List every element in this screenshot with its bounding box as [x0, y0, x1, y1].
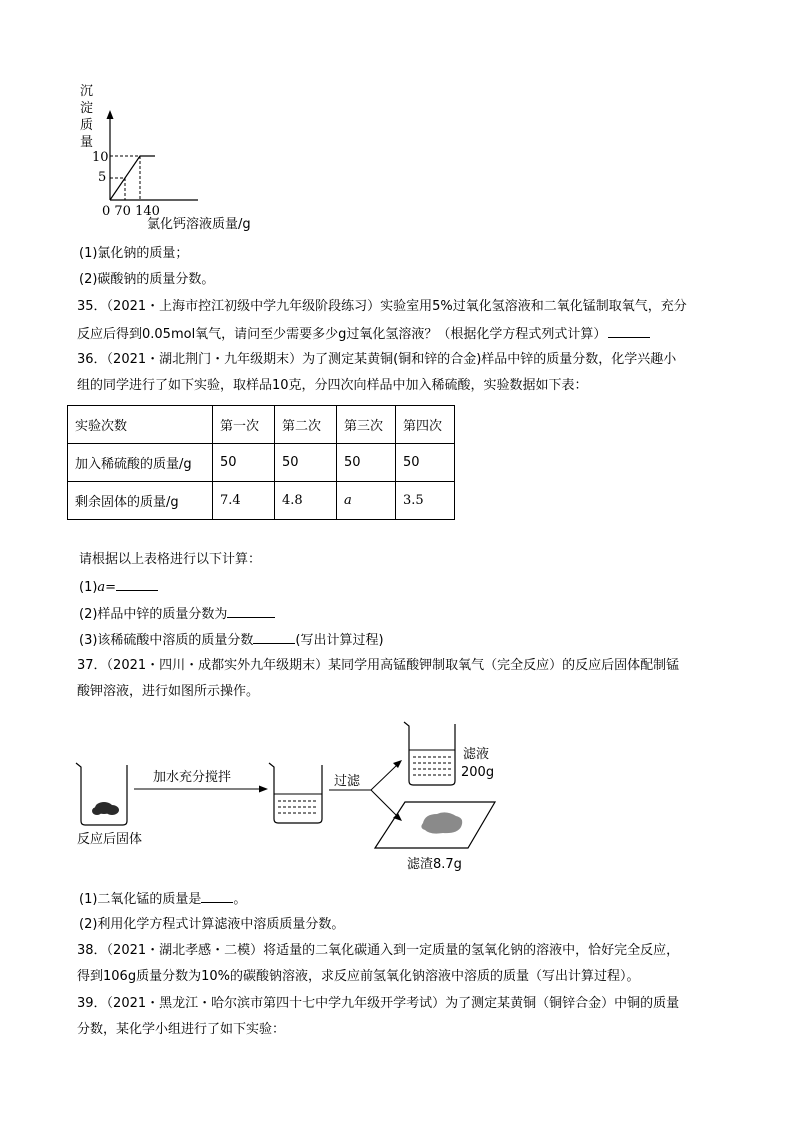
table-header-cell: 第一次: [213, 406, 275, 444]
q37-sub1-prefix: (1)二氧化锰的质量是: [79, 892, 202, 907]
table-header-cell: 第四次: [396, 406, 455, 444]
graph-ylabel-char: 量: [80, 135, 94, 150]
q39-line1: 39．（2021・黑龙江・哈尔滨市第四十七中学九年级开学考试）为了测定某黄铜（铜锌合金）中铜的质量: [77, 996, 680, 1011]
graph-ylabel-char: 沉: [80, 84, 94, 99]
q36-sub1-var: a=: [97, 580, 117, 595]
beaker-with-solid: [76, 763, 127, 825]
q36-sub3-suffix: (写出计算过程): [295, 633, 384, 648]
q36-sub1: [79, 577, 158, 596]
filtrate-mass: 200g: [461, 765, 495, 780]
q36-sub1-prefix: (1): [79, 580, 98, 595]
q36-sub1-blank[interactable]: [116, 577, 158, 591]
q38-line1: 38．（2021・湖北孝感・二模）将适量的二氧化碳通入到一定质量的氢氧化钠的溶液中，恰好完全反应，: [77, 943, 680, 958]
step2-label: 过滤: [334, 774, 361, 789]
table-header-cell: 第二次: [275, 406, 337, 444]
arrow-filter-up-head: [393, 760, 402, 768]
graph-y-tick-label: 10: [92, 150, 109, 165]
arrow-filter-up: [371, 765, 397, 790]
table-cell: 加入稀硫酸的质量/g: [68, 444, 213, 482]
arrow-stir-head: [259, 786, 268, 793]
table-cell: a: [337, 482, 396, 520]
q36-line1: 36．（2021・湖北荆门・九年级期末）为了测定某黄铜(铜和锌的合金)样品中锌的质量分数，化学兴趣小: [77, 352, 677, 367]
table-cell: 50: [337, 444, 396, 482]
filtrate-label: 滤液: [463, 747, 490, 762]
q36-line2: 组的同学进行了如下实验，取样品10克，分四次向样品中加入稀硫酸，实验数据如下表：: [77, 378, 588, 393]
precipitate-graph: [0, 0, 794, 240]
graph-ylabel-char: 质: [80, 118, 94, 133]
q36-sub3-prefix: (3)该稀硫酸中溶质的质量分数: [79, 633, 254, 648]
table-row: [68, 482, 455, 520]
filtration-diagram: [0, 710, 794, 880]
q34-sub2: (2)碳酸钠的质量分数。: [79, 272, 215, 287]
q37-sub1-blank[interactable]: [201, 889, 233, 903]
residue-label: 滤渣8.7g: [407, 857, 462, 872]
q35-answer-blank[interactable]: [608, 324, 650, 338]
q36-sub2-text: (2)样品中锌的质量分数为: [79, 607, 228, 622]
graph-y-arrow: [107, 110, 114, 119]
q36-sub2-blank[interactable]: [227, 604, 275, 618]
table-cell: 50: [275, 444, 337, 482]
graph-x-tick-labels: 0 70 140: [102, 204, 160, 219]
table-row: [68, 444, 455, 482]
q36-intro: 请根据以上表格进行以下计算：: [79, 552, 262, 567]
q37-sub1: [79, 889, 246, 908]
q34-sub1: (1)氯化钠的质量；: [79, 246, 189, 261]
q36-sub3: [79, 630, 384, 649]
beaker-with-solution: [269, 763, 322, 823]
q35-line2-text: 反应后得到0.05mol氧气，请问至少需要多少g过氧化氢溶液？（根据化学方程式列式计算）: [77, 327, 607, 342]
q38-line2: 得到106g质量分数为10%的碳酸钠溶液，求反应前氢氧化钠溶液中溶质的质量（写出计算过程）。: [77, 969, 640, 984]
q39-line2: 分数，某化学小组进行了如下实验：: [77, 1022, 286, 1037]
table-header-cell: 实验次数: [68, 406, 213, 444]
table-cell: 4.8: [275, 482, 337, 520]
table-cell: 剩余固体的质量/g: [68, 482, 213, 520]
table-row: [68, 406, 455, 444]
filter-paper-with-residue: [375, 802, 495, 848]
beaker-with-filtrate: [404, 722, 455, 785]
table-cell: 7.4: [213, 482, 275, 520]
graph-x-label: 氯化钙溶液质量/g: [147, 217, 251, 232]
arrow-filter-down: [371, 790, 397, 816]
table-cell: 3.5: [396, 482, 455, 520]
solid-label: 反应后固体: [77, 832, 143, 847]
q36-data-table: [67, 405, 455, 520]
step1-label: 加水充分搅拌: [153, 770, 232, 785]
q36-sub2: [79, 604, 275, 623]
table-cell: 50: [213, 444, 275, 482]
q35-line2: [77, 324, 650, 343]
graph-y-tick-label: 5: [98, 170, 107, 185]
q37-sub1-suffix: 。: [233, 892, 247, 907]
graph-ylabel-char: 淀: [80, 101, 94, 116]
table-header-cell: 第三次: [337, 406, 396, 444]
q37-sub2: (2)利用化学方程式计算滤液中溶质质量分数。: [79, 917, 345, 932]
q36-sub3-blank[interactable]: [253, 630, 295, 644]
table-cell: 50: [396, 444, 455, 482]
q37-line2: 酸钾溶液，进行如图所示操作。: [77, 684, 260, 699]
q35-line1: 35．（2021・上海市控江初级中学九年级阶段练习）实验室用5%过氧化氢溶液和二氧化锰制取氧气，充分: [77, 299, 687, 314]
q37-line1: 37．（2021・四川・成都实外九年级期末）某同学用高锰酸钾制取氧气（完全反应）的反应后固体配制锰: [77, 658, 680, 673]
